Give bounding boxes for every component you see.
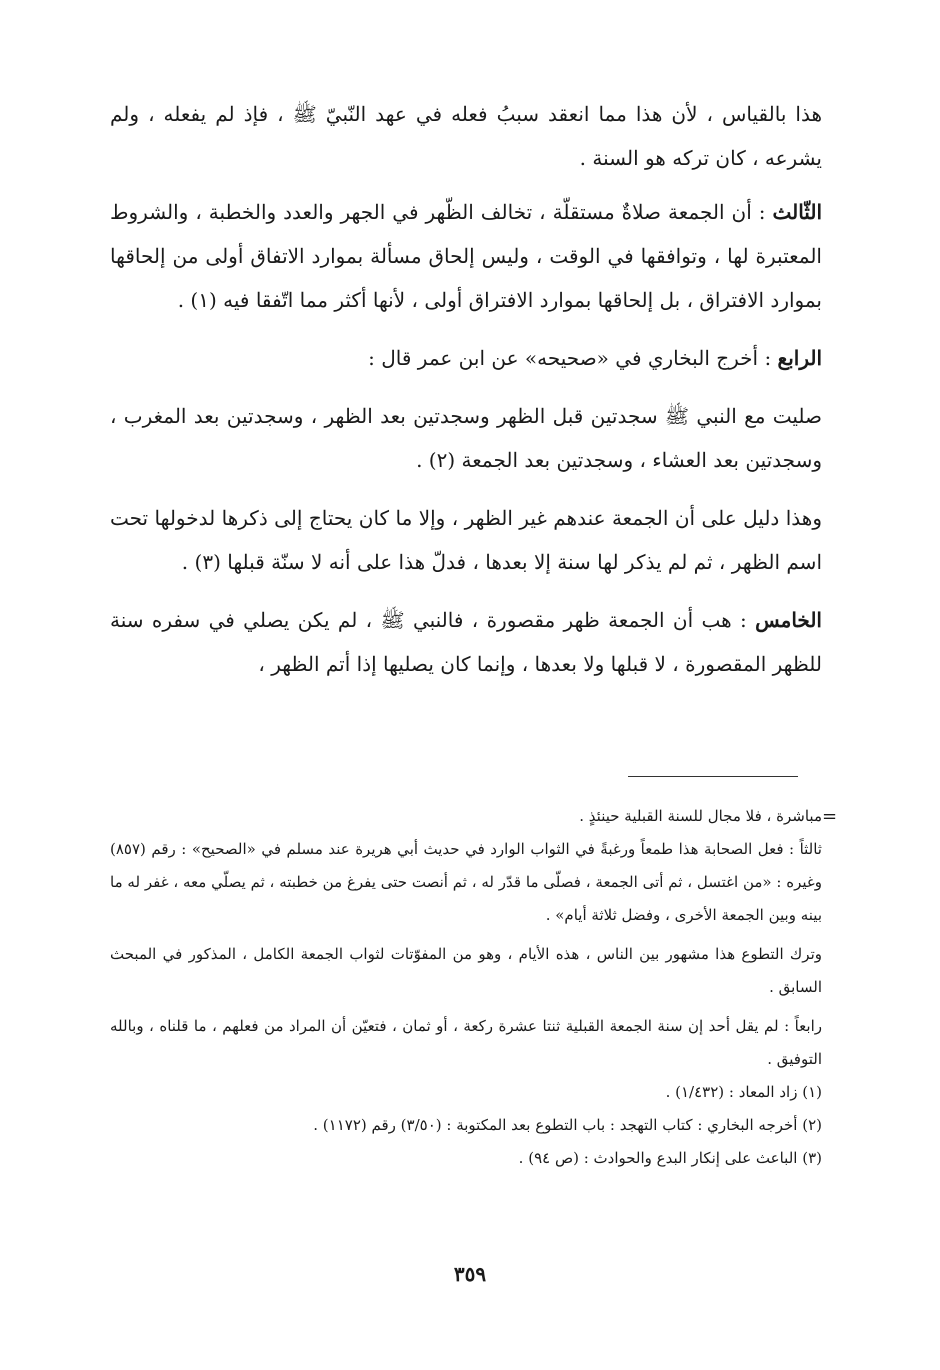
paragraph-2-text: : أن الجمعة صلاةٌ مستقلّة ، تخالف الظّهر في الجهر والعدد والخطبة ، والشروط المعتبرة لها ، وتوافقها في الوقت ، وليس إلحاق مسألة بموارد الاتفاق أولى من إلحاقها بموارد الافتراق ، بل إلحاقها بموارد الافتراق أولى ، لأنها أكثر مما اتّفقا فيه (١) . bbox=[110, 200, 822, 312]
paragraph-1 bbox=[110, 92, 822, 180]
footnote-divider bbox=[628, 776, 798, 777]
paragraph-1-text: هذا بالقياس ، لأن هذا مما انعقد سببُ فعله في عهد النّبيّ ﷺ ، فإذ لم يفعله ، ولم يشرعه ، كان تركه هو السنة . bbox=[110, 102, 822, 170]
paragraph-5-text: وهذا دليل على أن الجمعة عندهم غير الظهر ، وإلا ما كان يحتاج إلى ذكرها لدخولها تحت اسم الظهر ، ثم لم يذكر لها سنة إلا بعدها ، فدلّ هذا على أنه لا سنّة قبلها (٣) . bbox=[110, 506, 822, 574]
footnote-3: (٣) الباعث على إنكار البدع والحوادث : (ص ٩٤) . bbox=[518, 1149, 822, 1167]
footnotes-area bbox=[110, 800, 822, 1175]
paragraph-6-heading: الخامس bbox=[755, 608, 822, 632]
paragraph-6 bbox=[110, 598, 822, 686]
paragraph-2-heading: الثّالث bbox=[772, 200, 822, 224]
main-text bbox=[110, 92, 822, 700]
paragraph-3-text: : أخرج البخاري في «صحيحه» عن ابن عمر قال : bbox=[368, 346, 778, 370]
note-third: ثالثاً : فعل الصحابة هذا طمعاً ورغبةً في الثواب الوارد في حديث أبي هريرة عند مسلم في «الصحيح» : رقم (٨٥٧) وغيره : «من اغتسل ، ثم أتى الجمعة ، فصلّى ما قدّر له ، ثم أنصت حتى يفرغ من خطبته ، ثم يصلّي معه ، غفر له ما بينه وبين الجمعة الأخرى ، وفضل ثلاثة أيام» . bbox=[110, 840, 822, 924]
note-continuation: مباشرة ، فلا مجال للسنة القبلية حينئذٍ . bbox=[579, 807, 822, 825]
paragraph-3-heading: الرابع bbox=[777, 346, 822, 370]
continuation-mark: = bbox=[822, 806, 838, 827]
paragraph-5 bbox=[110, 496, 822, 584]
footnote-2: (٢) أخرجه البخاري : كتاب التهجد : باب التطوع بعد المكتوبة : (٣/٥٠) رقم (١١٧٢) . bbox=[313, 1116, 822, 1134]
paragraph-3 bbox=[110, 336, 822, 380]
footnote-1: (١) زاد المعاد : (١/٤٣٢) . bbox=[665, 1083, 822, 1101]
note-fourth: رابعاً : لم يقل أحد إن سنة الجمعة القبلية ثنتا عشرة ركعة ، أو ثمان ، فتعيّن أن المراد من فعلهم ، ما قلناه ، وبالله التوفيق . bbox=[110, 1017, 822, 1068]
paragraph-4 bbox=[110, 394, 822, 482]
page-number: ٣٥٩ bbox=[453, 1262, 487, 1286]
paragraph-2 bbox=[110, 190, 822, 322]
paragraph-4-text: صليت مع النبي ﷺ سجدتين قبل الظهر وسجدتين بعد الظهر ، وسجدتين بعد المغرب ، وسجدتين بعد العشاء ، وسجدتين بعد الجمعة (٢) . bbox=[110, 404, 822, 472]
paragraph-6-text: : هب أن الجمعة ظهر مقصورة ، فالنبي ﷺ ، لم يكن يصلي في سفره سنة للظهر المقصورة ، لا قبلها ولا بعدها ، وإنما كان يصليها إذا أتم الظهر ، bbox=[110, 608, 822, 676]
note-tatawwu: وترك التطوع هذا مشهور بين الناس ، هذه الأيام ، وهو من المفوّتات لثواب الجمعة الكامل ، المذكور في المبحث السابق . bbox=[110, 945, 822, 996]
